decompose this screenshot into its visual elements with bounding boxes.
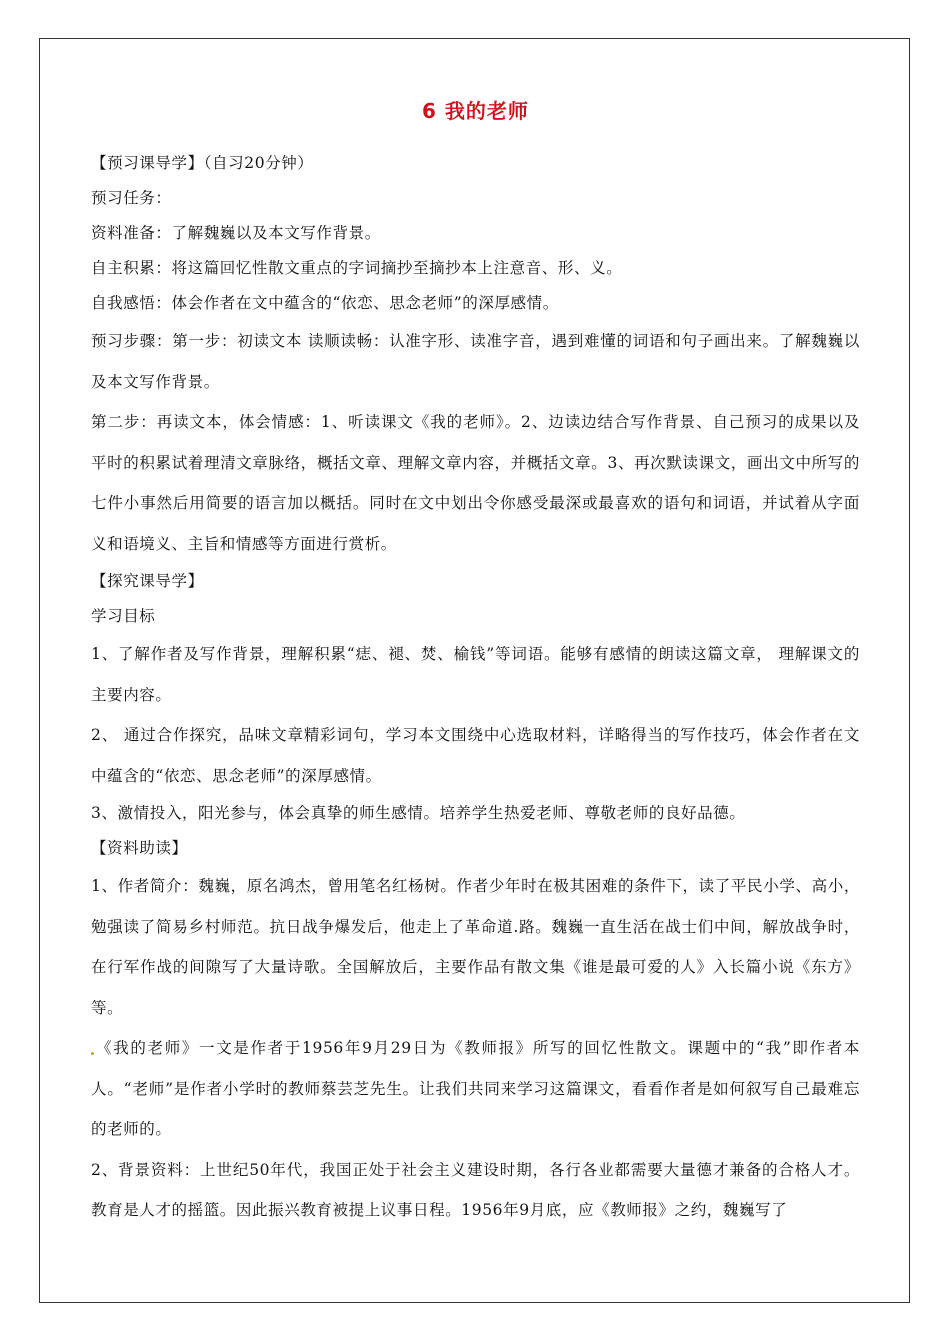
preview-step2: 第二步：再读文本，体会情感：1、听读课文《我的老师》。2、边读边结合写作背景、自己预习的成果以及平时的积累试着理清文章脉络，概括文章、理解文章内容，并概括文章。3、再次默读课文，画出文中所写的七件小事然后用简要的语言加以概括。同时在文中划出令你感受最深或最喜欢的语句和词语，并试着从字面义和语境义、主旨和情感等方面进行赏析。: [91, 413, 860, 553]
document-body: [91, 96, 860, 1231]
marker-dot: [91, 1052, 94, 1055]
goal-1: 1、了解作者及写作背景，理解积累“痣、褪、焚、榆钱”等词语。能够有感情的朗读这篇文章， 理解课文的主要内容。: [91, 645, 860, 704]
background-info: 2、背景资料：上世纪50年代，我国正处于社会主义建设时期，各行各业都需要大量德才兼备的合格人才。教育是人才的摇篮。因此振兴教育被提上议事日程。1956年9月底，应《教师报》之约，魏巍写了: [91, 1160, 860, 1219]
preview-step1: 预习步骤：第一步：初读文本 读顺读畅：认准字形、读准字音，遇到难懂的词语和句子画出来。了解魏巍以及本文写作背景。: [91, 332, 860, 391]
preview-task-label: 预习任务：: [91, 189, 172, 207]
goal-2: 2、 通过合作探究，品味文章精彩词句，学习本文围绕中心选取材料，详略得当的写作技巧，体会作者在文中蕴含的“依恋、思念老师”的深厚感情。: [91, 726, 860, 785]
preview-heading: 【预习课导学】（自习20分钟）: [91, 154, 314, 172]
explore-heading: 【探究课导学】: [91, 572, 204, 590]
preview-accumulate: 自主积累：将这篇回忆性散文重点的字词摘抄至摘抄本上注意音、形、义。: [91, 259, 623, 277]
goal-3: 3、激情投入，阳光参与，体会真挚的师生感情。培养学生热爱老师、尊敬老师的良好品德。: [91, 804, 746, 822]
author-intro: 1、作者简介：魏巍，原名鸿杰，曾用笔名红杨树。作者少年时在极其困难的条件下，读了平民小学、高小，勉强读了简易乡村师范。抗日战争爆发后，他走上了革命道.路。魏巍一直生活在战士们中间，解放战争时，在行军作战的间隙写了大量诗歌。全国解放后，主要作品有散文集《谁是最可爱的人》入长篇小说《东方》等。: [91, 877, 860, 1017]
document-title: 6 我的老师: [422, 99, 529, 123]
preview-feeling: 自我感悟：体会作者在文中蕴含的“依恋、思念老师”的深厚感情。: [91, 294, 559, 312]
goals-label: 学习目标: [91, 607, 156, 625]
article-intro-text: 《我的老师》一文是作者于1956年9月29日为《教师报》所写的回忆性散文。课题中的“我”即作者本人。“老师”是作者小学时的教师蔡芸芝先生。让我们共同来学习这篇课文，看看作者是如何叙写自己最难忘的老师的。: [91, 1039, 860, 1138]
reading-heading: 【资料助读】: [91, 839, 188, 857]
article-intro: [91, 1028, 860, 1150]
preview-materials: 资料准备：了解魏巍以及本文写作背景。: [91, 224, 381, 242]
